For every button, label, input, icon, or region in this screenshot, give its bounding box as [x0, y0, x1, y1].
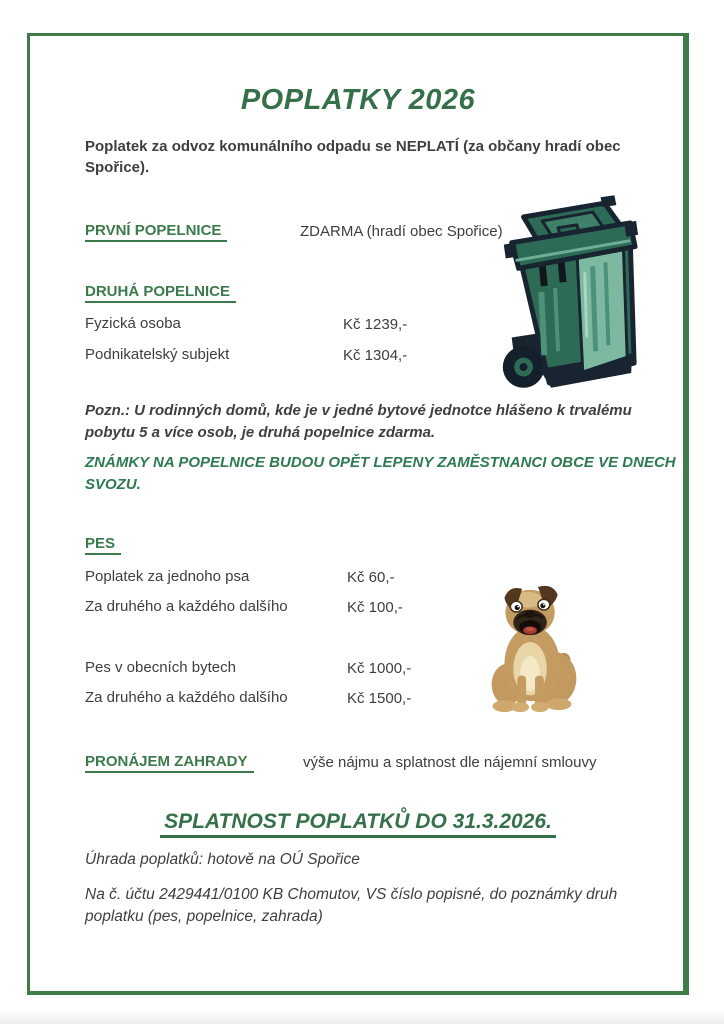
section-heading-dog: PES	[85, 535, 121, 555]
fee-label: Fyzická osoba	[85, 315, 181, 332]
section-heading-second-bin: DRUHÁ POPELNICE	[85, 283, 236, 303]
stamps-notice: ZNÁMKY NA POPELNICE BUDOU OPĚT LEPENY ZAMĚSTNANCI OBCE VE DNECH SVOZU.	[85, 454, 676, 493]
fee-value-first-bin: ZDARMA (hradí obec Spořice)	[300, 223, 503, 240]
fee-value-garden: výše nájmu a splatnost dle nájemní smlouvy	[303, 754, 597, 771]
section-heading-row-dog	[85, 535, 663, 555]
fee-value: Kč 100,-	[347, 599, 403, 616]
payment-cash-line: Úhrada poplatků: hotově na OÚ Spořice	[85, 851, 360, 868]
fee-value: Kč 1500,-	[347, 690, 412, 707]
fee-label: Za druhého a každého dalšího	[85, 598, 288, 615]
fee-value: Kč 1304,-	[343, 347, 408, 364]
fee-label: Poplatek za jednoho psa	[85, 568, 250, 585]
fee-label: Pes v obecních bytech	[85, 659, 236, 676]
section-heading-garden: PRONÁJEM ZAHRADY	[85, 753, 254, 773]
trash-bin-illustration	[486, 189, 644, 397]
pug-dog-illustration	[474, 581, 594, 714]
fee-value: Kč 60,-	[347, 569, 395, 586]
intro-paragraph: Poplatek za odvoz komunálního odpadu se NEPLATÍ (za občany hradí obec Spořice).	[85, 138, 621, 176]
payment-account-line: Na č. účtu 2429441/0100 KB Chomutov, VS číslo popisné, do poznámky druh poplatku (pes, popelnice, zahrada)	[85, 886, 618, 925]
section-heading-first-bin: PRVNÍ POPELNICE	[85, 222, 227, 242]
fee-label: Podnikatelský subjekt	[85, 346, 230, 363]
page-title: POPLATKY 2026	[240, 84, 476, 116]
due-date-text: SPLATNOST POPLATKŮ DO 31.3.2026.	[160, 810, 556, 838]
due-date-banner	[27, 810, 689, 838]
fee-value: Kč 1000,-	[347, 660, 412, 677]
fee-value: Kč 1239,-	[343, 316, 408, 333]
fee-label: Za druhého a každého dalšího	[85, 689, 288, 706]
fee-row-garden	[85, 753, 663, 773]
note-paragraph: Pozn.: U rodinných domů, kde je v jedné bytové jednotce hlášeno k trvalému pobytu 5 a více osob, je druhá popelnice zdarma.	[85, 402, 632, 441]
scan-edge-shadow	[0, 1010, 724, 1024]
